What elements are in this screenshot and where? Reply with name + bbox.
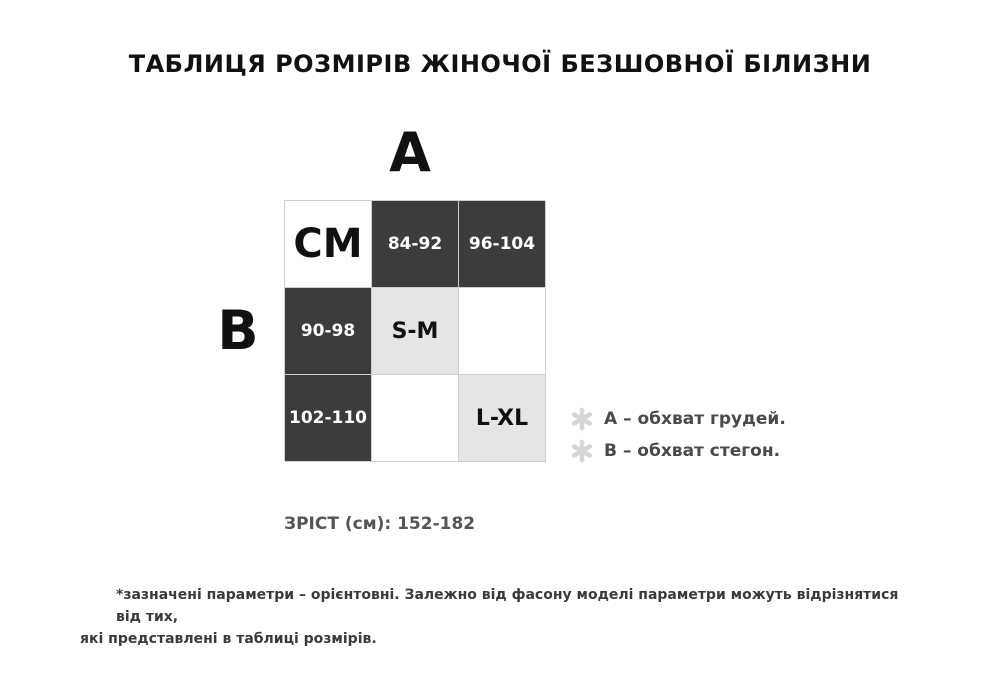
asterisk-icon [570, 407, 594, 431]
height-info: ЗРІСТ (см): 152-182 [284, 514, 476, 534]
legend-item [570, 403, 786, 435]
legend [570, 403, 786, 467]
footnote-line-2: які представлені в таблиці розмірів. [80, 631, 377, 647]
empty-cell [372, 375, 459, 462]
column-axis-label: А [389, 121, 431, 184]
legend-text-hips: В – обхват стегон. [604, 441, 781, 461]
legend-item [570, 435, 786, 467]
empty-cell [459, 288, 546, 375]
footnote-line-1: *зазначені параметри – орієнтовні. Залежно від фасону моделі параметри можуть відрізнятися від тих, [116, 587, 899, 625]
unit-cell: СМ [285, 201, 372, 288]
size-cell-s-m: S-M [372, 288, 459, 375]
asterisk-icon [570, 439, 594, 463]
column-header-2: 96-104 [459, 201, 546, 288]
column-header-1: 84-92 [372, 201, 459, 288]
legend-text-chest: А – обхват грудей. [604, 409, 786, 429]
page-title: ТАБЛИЦЯ РОЗМІРІВ ЖІНОЧОЇ БЕЗШОВНОЇ БІЛИЗНИ [128, 50, 872, 78]
size-table [284, 200, 545, 461]
row-header-2: 102-110 [285, 375, 372, 462]
footnote [80, 584, 920, 650]
row-axis-label: В [217, 299, 259, 362]
row-header-1: 90-98 [285, 288, 372, 375]
size-cell-l-xl: L-XL [459, 375, 546, 462]
